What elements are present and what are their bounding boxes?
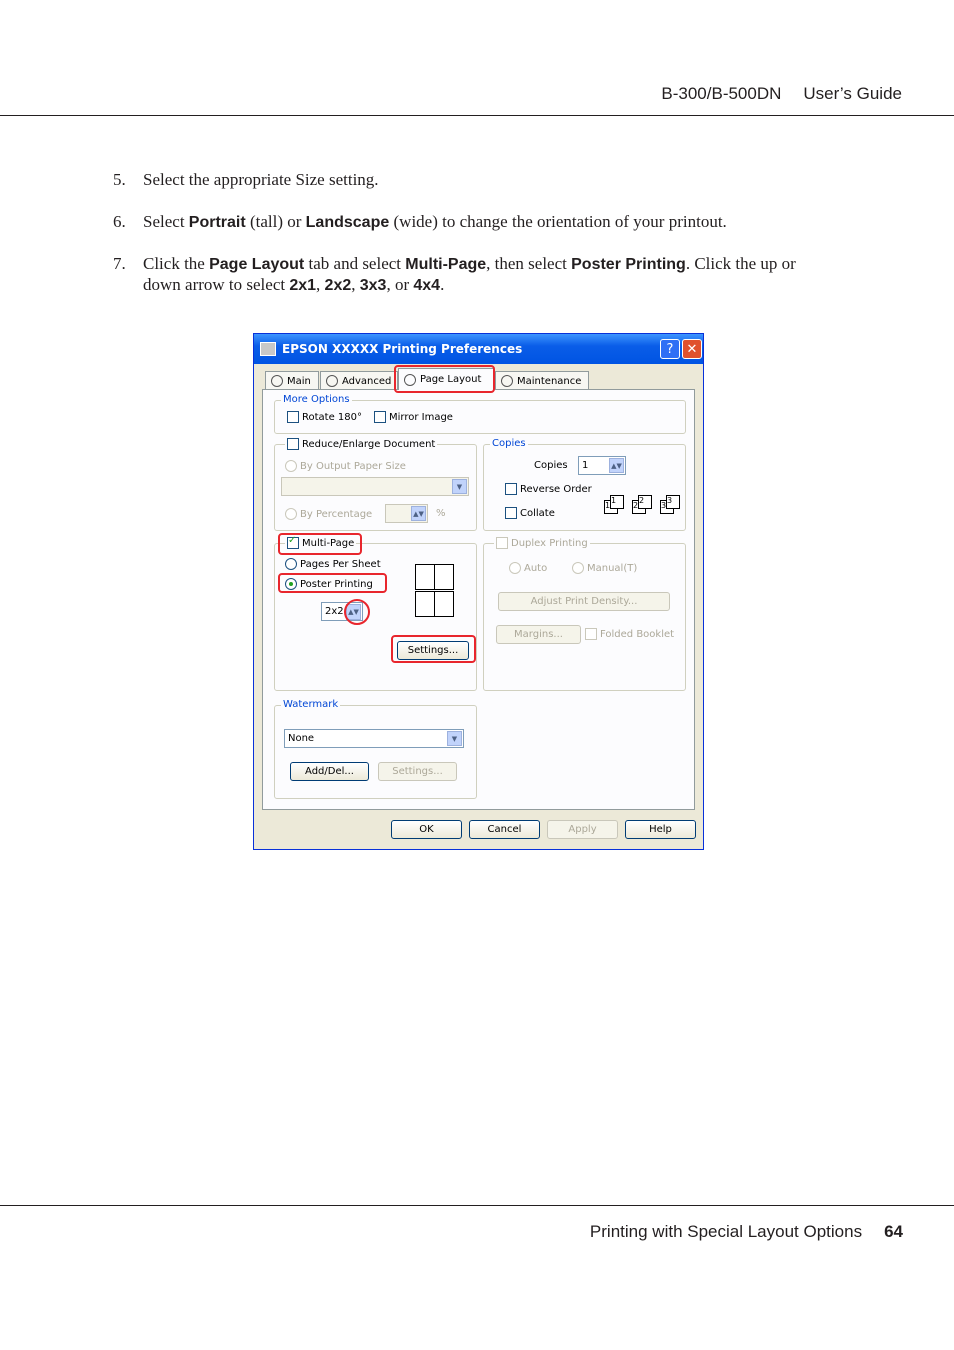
radio-label: By Percentage [300,508,373,520]
header-rule [0,115,954,116]
percent-label: % [436,508,446,519]
advanced-icon [326,375,338,387]
radio-circle[interactable] [572,562,584,574]
checkbox-label: Folded Booklet [600,628,675,640]
step-text: Select [143,212,189,231]
page-footer [590,1222,903,1242]
sheet-icon: 1 [604,500,618,514]
reduce-enlarge-group [274,438,477,531]
step-6 [113,212,893,233]
tab-advanced[interactable] [320,371,398,390]
landscape-term: Landscape [305,214,390,231]
annotation-highlight [278,533,362,555]
radio-label: Manual(T) [587,562,638,574]
checkbox-box[interactable] [374,411,386,423]
sheet-icon: 3 [660,500,674,514]
footer-rule [0,1205,954,1206]
checkbox-box[interactable] [287,411,299,423]
option-4x4: 4x4 [413,277,441,294]
multipage-settings-button[interactable]: Settings... [397,641,469,660]
step-5 [113,170,893,190]
annotation-highlight [391,635,476,663]
by-percentage-radio[interactable] [285,508,372,520]
group-label: Copies [492,438,526,449]
sheet-icon: 2 [632,500,646,514]
portrait-term: Portrait [188,214,246,231]
spin-arrows-icon[interactable]: ▲▼ [346,604,361,620]
sep: , [316,275,325,294]
page-number: 64 [884,1222,903,1241]
folded-booklet-checkbox[interactable] [585,628,674,640]
tab-label: Page Layout [420,374,482,385]
radio-label: Auto [524,562,548,574]
more-options-group [274,394,686,434]
radio-circle[interactable] [509,562,521,574]
help-button[interactable]: Help [625,820,696,839]
annotation-highlight [278,573,387,593]
watermark-settings-button[interactable]: Settings... [378,762,457,781]
sheet-icon: 3 [666,495,680,509]
checkbox-box[interactable] [505,507,517,519]
group-label: Watermark [283,699,339,710]
sheet-icon [415,564,435,590]
reverse-order-checkbox[interactable] [505,483,592,495]
chevron-down-icon[interactable]: ▼ [447,731,462,746]
percent-sign [436,508,446,519]
apply-button[interactable]: Apply [547,820,618,839]
by-output-radio[interactable] [285,460,406,472]
pages-per-sheet-radio[interactable] [285,558,381,570]
watermark-select[interactable] [284,729,464,748]
footer-section: Printing with Special Layout Options [589,1222,863,1241]
step-7 [113,254,893,296]
step-text: (tall) or [245,212,306,231]
cancel-button[interactable]: Cancel [469,820,540,839]
ok-button[interactable]: OK [391,820,462,839]
title-bar [254,334,703,364]
spin-arrows-icon[interactable]: ▲▼ [609,458,624,473]
checkbox-label: Multi-Page [302,537,355,549]
group-label: More Options [283,394,350,405]
maintenance-icon [501,375,513,387]
option-2x1: 2x1 [289,277,317,294]
tab-label: Advanced [342,375,392,387]
multi-page-term: Multi-Page [405,256,487,273]
radio-circle[interactable] [285,460,297,472]
header-guide: User’s Guide [803,84,902,103]
step-text: , then select [486,254,572,273]
rotate-checkbox[interactable] [287,411,362,423]
annotation-highlight [394,365,495,393]
copies-text: Copies [534,460,568,471]
step-number: 7. [113,254,126,273]
copies-value: 1 [582,460,589,471]
copies-group [483,438,686,531]
sheet-icon [434,564,454,590]
checkbox-box[interactable] [505,483,517,495]
page-header [639,84,902,104]
sep: , or [386,275,414,294]
step-text: . Click the up or [685,254,796,273]
adjust-print-density-button[interactable]: Adjust Print Density... [498,592,670,611]
copies-label [534,460,568,471]
step-number: 5. [113,170,126,189]
chevron-down-icon[interactable]: ▼ [452,479,467,494]
sheet-icon [415,591,435,617]
step-number: 6. [113,212,126,231]
help-title-button[interactable]: ? [660,339,680,359]
reduce-enlarge-checkbox[interactable] [285,438,437,450]
printing-preferences-dialog [253,333,704,850]
poster-printing-term: Poster Printing [571,256,686,273]
step-text: Click the [143,254,210,273]
checkbox-label: Reverse Order [520,483,592,495]
poster-size-value: 2x2 [325,606,344,617]
checkbox-label: Duplex Printing [511,537,588,549]
step-text: tab and select [304,254,406,273]
checkbox-label: Reduce/Enlarge Document [302,438,436,450]
sheet-icon: 1 [610,495,624,509]
duplex-group [483,537,686,691]
main-icon [271,375,283,387]
step-text: Select the appropriate Size setting. [143,170,379,189]
option-2x2: 2x2 [324,277,352,294]
checkbox-label: Collate [520,507,555,519]
printer-icon [260,342,276,356]
checkbox-box[interactable] [287,438,299,450]
checkbox-label: Rotate 180° [302,411,363,423]
radio-label: Pages Per Sheet [300,558,381,570]
checkbox-box[interactable] [496,537,508,549]
tab-maintenance[interactable] [495,371,589,390]
multi-page-group [274,537,477,691]
sep: , [351,275,360,294]
sheet-icon: 2 [638,495,652,509]
sep: . [440,275,445,294]
step-text: (wide) to change the orientation of your printout. [389,212,727,231]
tab-label: Main [287,375,311,387]
radio-circle[interactable] [285,558,297,570]
collate-checkbox[interactable] [505,507,555,519]
duplex-manual-radio[interactable] [572,562,637,574]
radio-label: Poster Printing [300,578,373,590]
spin-arrows-icon[interactable]: ▲▼ [411,506,426,521]
tab-label: Maintenance [517,375,582,387]
radio-circle[interactable] [285,508,297,520]
watermark-group [274,699,477,799]
checkbox-box[interactable] [585,628,597,640]
percentage-spinner[interactable] [385,504,428,523]
copies-spinner[interactable] [578,456,626,475]
duplex-auto-radio[interactable] [509,562,547,574]
dialog-title: EPSON XXXXX Printing Preferences [282,342,523,356]
header-model: B-300/B-500DN [661,84,782,103]
radio-label: By Output Paper Size [300,460,406,472]
mirror-checkbox[interactable] [374,411,453,423]
checkbox-label: Mirror Image [389,411,453,423]
watermark-value: None [288,733,315,744]
page-layout-term: Page Layout [209,256,305,273]
option-3x3: 3x3 [359,277,387,294]
close-button[interactable]: ✕ [682,339,702,359]
add-del-button[interactable]: Add/Del... [290,762,369,781]
output-paper-select[interactable] [281,477,469,496]
sheet-icon [434,591,454,617]
margins-button[interactable]: Margins... [496,625,581,644]
step-text: down arrow to select [143,275,290,294]
tab-main[interactable] [265,371,319,390]
annotation-highlight [344,599,370,625]
page-layout-panel [262,389,695,810]
duplex-checkbox[interactable] [494,537,590,549]
